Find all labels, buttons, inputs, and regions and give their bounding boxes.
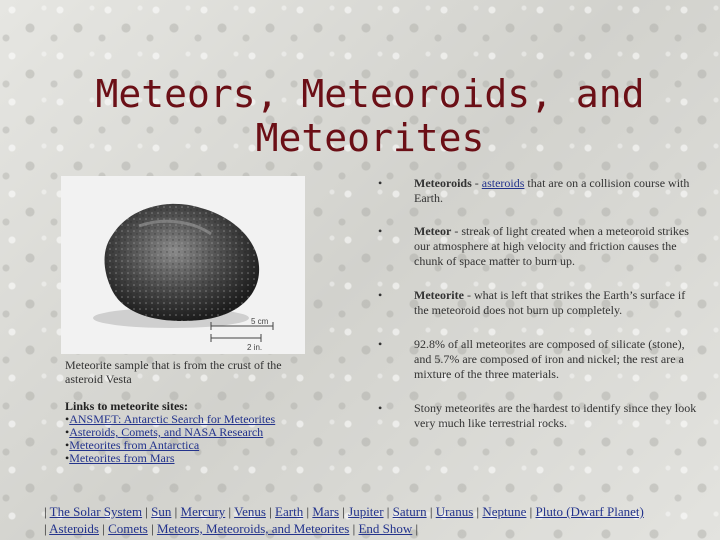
nav-row-2: | Asteroids | Comets | Meteors, Meteoroids, and Meteorites | End Show |	[44, 521, 419, 536]
link-ansmet[interactable]: ANSMET: Antarctic Search for Meteorites	[69, 412, 276, 426]
term-meteor: Meteor	[414, 224, 452, 238]
term-separator: -	[463, 288, 474, 302]
meteorite-photo	[61, 176, 305, 354]
link-antarctica[interactable]: Meteorites from Antarctica	[69, 438, 200, 452]
slide-navigation	[44, 503, 716, 537]
nav-solar-system[interactable]: The Solar System	[49, 504, 143, 519]
definitions-list	[372, 176, 702, 431]
bullet-meteorite	[372, 288, 702, 318]
links-section	[65, 400, 295, 465]
definition-meteor: streak of light created when a meteoroid strikes our atmosphere at high velocity and friction causes the chunk of space matter to burn up.	[414, 224, 689, 268]
nav-venus[interactable]: Venus	[234, 504, 266, 519]
link-nasa-research[interactable]: Asteroids, Comets, and NASA Research	[69, 425, 264, 439]
bullet-meteoroids	[372, 176, 702, 206]
nav-neptune[interactable]: Neptune	[482, 504, 527, 519]
term-meteoroids: Meteoroids	[414, 176, 472, 190]
page-title: Meteors, Meteoroids, and Meteorites	[95, 72, 645, 160]
bullet-composition	[372, 337, 702, 382]
nav-uranus[interactable]: Uranus	[435, 504, 474, 519]
nav-row-1: | The Solar System | Sun | Mercury | Venus | Earth | Mars | Jupiter | Saturn | Uranus | Neptune | Pluto (Dwarf Planet)	[44, 504, 644, 519]
scale-label-in: 2 in.	[247, 343, 263, 352]
bullet-dot: •	[378, 224, 383, 238]
link-asteroids[interactable]: asteroids	[481, 176, 525, 190]
nav-mercury[interactable]: Mercury	[180, 504, 226, 519]
fact-composition: 92.8% of all meteorites are composed of silicate (stone), and 5.7% are composed of iron and nickel; the rest are a mixture of the three materials.	[414, 337, 685, 381]
term-separator: -	[451, 224, 462, 238]
nav-jupiter[interactable]: Jupiter	[348, 504, 384, 519]
nav-asteroids[interactable]: Asteroids	[49, 521, 99, 536]
bullet-dot: •	[378, 288, 383, 302]
term-separator: -	[471, 176, 482, 190]
fact-stony: Stony meteorites are the hardest to identify since they look very much like terrestrial rocks.	[414, 401, 697, 430]
link-item: •Meteorites from Antarctica	[65, 438, 200, 452]
nav-pluto[interactable]: Pluto (Dwarf Planet)	[535, 504, 644, 519]
link-item: •Asteroids, Comets, and NASA Research	[65, 425, 264, 439]
links-heading: Links to meteorite sites:	[65, 399, 188, 413]
nav-comets[interactable]: Comets	[108, 521, 148, 536]
term-meteorite: Meteorite	[414, 288, 464, 302]
nav-mars[interactable]: Mars	[312, 504, 340, 519]
definition-meteorite: what is left that strikes the Earth’s surface if the meteoroid does not burn up completely.	[414, 288, 686, 317]
nav-meteors[interactable]: Meteors, Meteoroids, and Meteorites	[156, 521, 350, 536]
link-item: •ANSMET: Antarctic Search for Meteorites	[65, 412, 276, 426]
nav-sun[interactable]: Sun	[151, 504, 172, 519]
nav-saturn[interactable]: Saturn	[392, 504, 427, 519]
bullet-dot: •	[378, 337, 383, 351]
bullet-dot: •	[378, 401, 383, 415]
definition-meteoroids: that are on a collision course with Earth.	[414, 176, 690, 205]
scale-label-cm: 5 cm	[251, 317, 269, 326]
nav-end-show[interactable]: End Show	[358, 521, 413, 536]
link-mars[interactable]: Meteorites from Mars	[69, 451, 175, 465]
nav-earth[interactable]: Earth	[275, 504, 304, 519]
image-caption: Meteorite sample that is from the crust of the asteroid Vesta	[65, 358, 282, 386]
bullet-dot: •	[378, 176, 383, 190]
bullet-meteor	[372, 224, 702, 269]
link-item: •Meteorites from Mars	[65, 451, 175, 465]
bullet-stony	[372, 401, 702, 431]
